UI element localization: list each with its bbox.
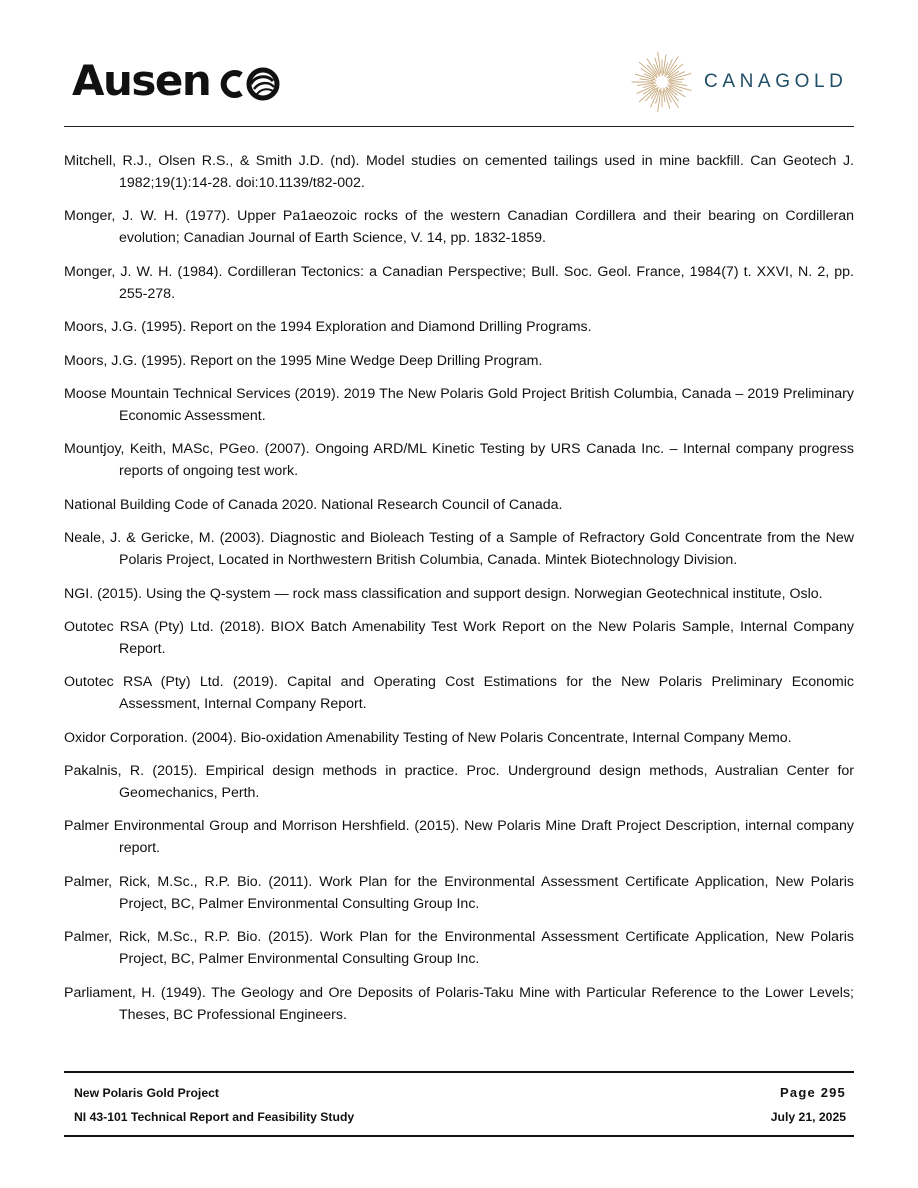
reference-entry: Moose Mountain Technical Services (2019). 2019 The New Polaris Gold Project British Columbia, Canada – 2019 Preliminary Economic Assessment. (64, 385, 854, 424)
sunburst-icon (630, 50, 694, 114)
reference-entry: Moors, J.G. (1995). Report on the 1994 Exploration and Diamond Drilling Programs. (64, 319, 592, 336)
page-header (0, 0, 918, 128)
reference-entry: Outotec RSA (Pty) Ltd. (2018). BIOX Batch Amenability Test Work Report on the New Polaris Sample, Internal Company Report. (64, 618, 854, 657)
footer-project-name: New Polaris Gold Project (74, 1086, 219, 1100)
reference-list (64, 150, 854, 1037)
header-divider (64, 126, 854, 127)
ausenco-logo-word: Ausen (72, 56, 211, 105)
canagold-logo-word: CANAGOLD (704, 71, 848, 92)
reference-entry: Parliament, H. (1949). The Geology and Ore Deposits of Polaris-Taku Mine with Particular Reference to the Lower Levels; Theses, BC Professional Engineers. (64, 984, 854, 1023)
reference-entry: Oxidor Corporation. (2004). Bio-oxidation Amenability Testing of New Polaris Concentrate, Internal Company Memo. (64, 729, 792, 746)
footer-divider-top (64, 1071, 854, 1073)
reference-entry: Outotec RSA (Pty) Ltd. (2019). Capital and Operating Cost Estimations for the New Polaris Preliminary Economic Assessment, Internal Company Report. (64, 674, 854, 713)
reference-entry: National Building Code of Canada 2020. National Research Council of Canada. (64, 496, 563, 513)
reference-entry: Mountjoy, Keith, MASc, PGeo. (2007). Ongoing ARD/ML Kinetic Testing by URS Canada Inc. – Internal company progress reports of ongoing test work. (64, 441, 854, 480)
reference-entry: NGI. (2015). Using the Q-system — rock mass classification and support design. Norwegian Geotechnical institute, Oslo. (64, 585, 823, 602)
footer-page-number: Page 295 (780, 1085, 846, 1100)
reference-entry: Palmer, Rick, M.Sc., R.P. Bio. (2015). Work Plan for the Environmental Assessment Certificate Application, New Polaris Project, BC, Palmer Environmental Consulting Group Inc. (64, 929, 854, 968)
co-swirl-icon (211, 63, 283, 103)
reference-entry: Pakalnis, R. (2015). Empirical design methods in practice. Proc. Underground design methods, Australian Center for Geomechanics, Perth. (64, 763, 854, 802)
reference-entry: Mitchell, R.J., Olsen R.S., & Smith J.D. (nd). Model studies on cemented tailings used in mine backfill. Can Geotech J. 1982;19(1):14-28. doi:10.1139/t82-002. (64, 153, 854, 191)
reference-entry: Palmer Environmental Group and Morrison Hershfield. (2015). New Polaris Mine Draft Project Description, internal company report. (64, 818, 854, 857)
sunburst-ray (665, 63, 668, 74)
reference-entry: Palmer, Rick, M.Sc., R.P. Bio. (2011). Work Plan for the Environmental Assessment Certificate Application, New Polaris Project, BC, Palmer Environmental Consulting Group Inc. (64, 873, 854, 912)
reference-entry: Neale, J. & Gericke, M. (2003). Diagnostic and Bioleach Testing of a Sample of Refractory Gold Concentrate from the New Polaris Project, Located in Northwestern British Columbia, Canada. Mintek Biotechnology Division. (64, 530, 854, 569)
canagold-logo (630, 50, 847, 114)
footer-date: July 21, 2025 (770, 1110, 846, 1124)
reference-entry: Moors, J.G. (1995). Report on the 1995 Mine Wedge Deep Drilling Program. (64, 352, 543, 369)
reference-entry: Monger, J. W. H. (1977). Upper Pa1aeozoic rocks of the western Canadian Cordillera and their bearing on Cordilleran evolution; Canadian Journal of Earth Science, V. 14, pp. 1832-1859. (64, 208, 854, 247)
ausenco-logo (72, 56, 283, 106)
reference-entry: Monger, J. W. H. (1984). Cordilleran Tectonics: a Canadian Perspective; Bull. Soc. Geol. France, 1984(7) t. XXVI, N. 2, pp. 255-278. (64, 263, 854, 302)
footer-report-title: NI 43-101 Technical Report and Feasibility Study (74, 1110, 355, 1124)
footer-divider-bottom (64, 1135, 854, 1137)
